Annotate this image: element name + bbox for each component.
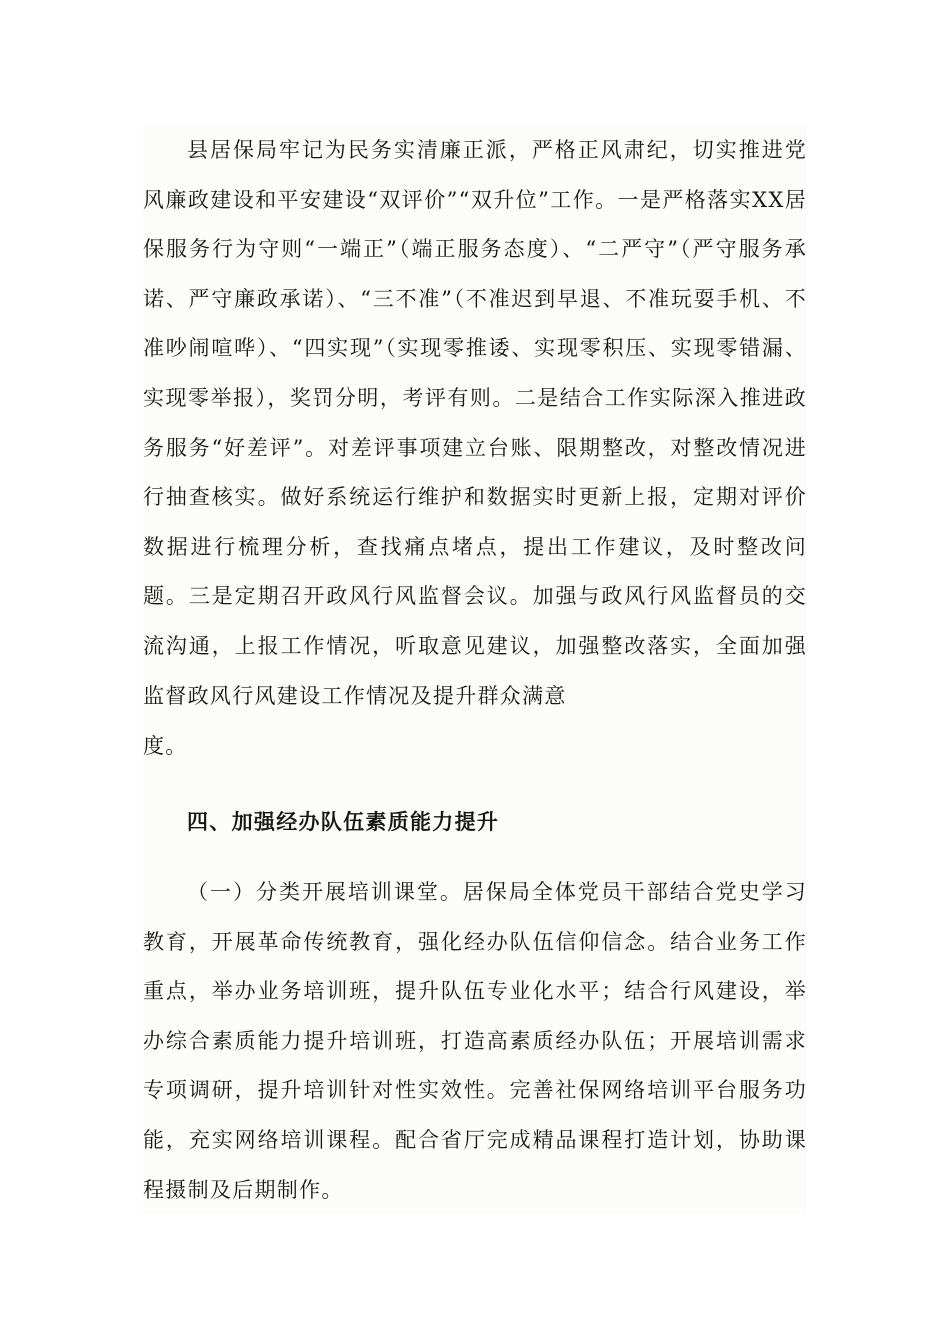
- section-heading: 四、加强经办队伍素质能力提升: [187, 809, 500, 834]
- document-page: [143, 124, 807, 1214]
- body-paragraph-tail: 度。: [143, 734, 188, 758]
- body-paragraph: 县居保局牢记为民务实清廉正派，严格正风肃纪，切实推进党风廉政建设和平安建设“双评价”“双升位”工作。一是严格落实XX居保服务行为守则“一端正”（端正服务态度）、“二严守”（严守服务承诺、严守廉政承诺）、“三不准”（不准迟到早退、不准玩耍手机、不准吵闹喧哗）、“四实现”（实现零推诿、实现零积压、实现零错漏、实现零举报），奖罚分明，考评有则。二是结合工作实际深入推进政务服务“好差评”。对差评事项建立台账、限期整改，对整改情况进行抽查核实。做好系统运行维护和数据实时更新上报，定期对评价数据进行梳理分析，查找痛点堵点，提出工作建议，及时整改问题。三是定期召开政风行风监督会议。加强与政风行风监督员的交流沟通，上报工作情况，听取意见建议，加强整改落实，全面加强监督政风行风建设工作情况及提升群众满意: [143, 138, 807, 708]
- body-paragraph: （一）分类开展培训课堂。居保局全体党员干部结合党史学习教育，开展革命传统教育，强化经办队伍信仰信念。结合业务工作重点，举办业务培训班，提升队伍专业化水平；结合行风建设，举办综合素质能力提升培训班，打造高素质经办队伍；开展培训需求专项调研，提升培训针对性实效性。完善社保网络培训平台服务功能，充实网络培训课程。配合省厅完成精品课程打造计划，协助课程摄制及后期制作。: [143, 880, 807, 1202]
